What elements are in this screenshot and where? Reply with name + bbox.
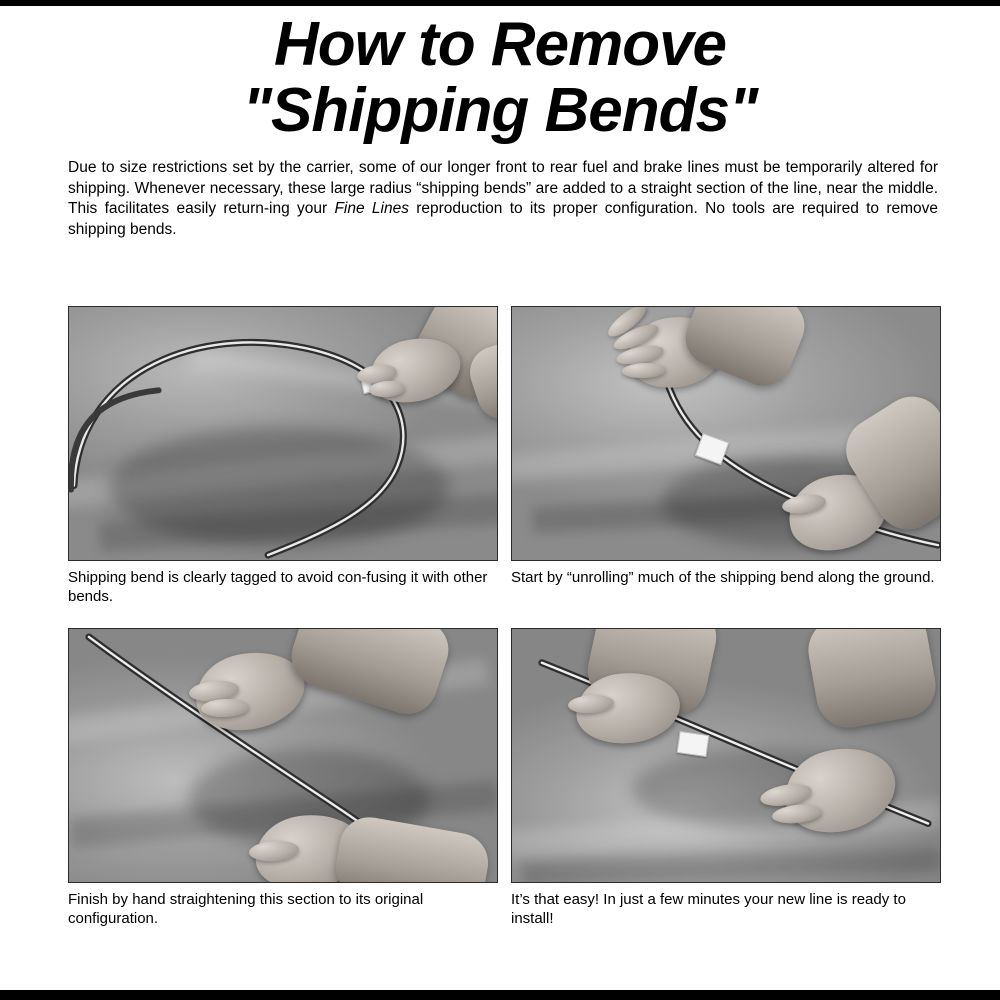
title-line-1: How to Remove [273,10,727,79]
step-2-caption: Start by “unrolling” much of the shipping bend along the ground. [511,569,935,586]
step-4-photo [511,628,941,883]
step-1-caption: Shipping bend is clearly tagged to avoid con-fusing it with other bends. [68,569,488,605]
title-line-2: "Shipping Bends" [242,76,758,145]
step-4-caption: It’s that easy! In just a few minutes your new line is ready to install! [511,891,906,927]
step-2-photo [511,306,941,561]
step-1-photo [68,306,498,561]
shipping-bend-tag [677,731,710,757]
photo-row-2 [0,628,1000,928]
intro-text-part-2: reproduction to its proper configuration. No tools are required to remove shipping bends. [68,200,939,238]
intro-brand-name: Fine Lines [334,200,409,217]
document-content [0,6,1000,990]
intro-paragraph [68,158,938,240]
step-3-photo [68,628,498,883]
step-4-cell [511,628,941,928]
intro-text-part-1: Due to size restrictions set by the carrier, some of our longer front to rear fuel and brake lines must be temporarily altered for shipping. Whenever necessary, these large radius “shipping bends” are added to a straight section of the line, near the middle. This facilitates easily return-ing your [68,159,938,217]
step-1-cell [68,306,498,606]
step-3-cell [68,628,498,928]
photo-grid [0,306,1000,928]
photo-row-1 [0,306,1000,606]
step-3-caption: Finish by hand straightening this section to its original configuration. [68,891,424,927]
page-title [0,6,1000,144]
bottom-black-bar [0,990,1000,1000]
step-2-cell [511,306,941,606]
